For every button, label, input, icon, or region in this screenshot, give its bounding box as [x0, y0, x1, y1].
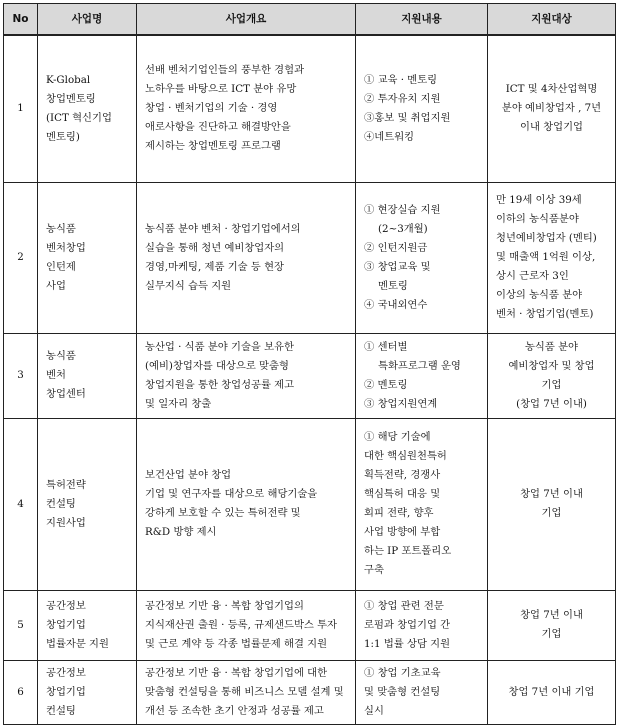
overview-line: 경영,마케팅, 제품 기술 등 현장 [145, 260, 284, 273]
support-content-line: 회피 전략, 향후 [364, 507, 434, 519]
support-content-line: (2~3개월) [378, 222, 428, 235]
business-name-line: 벤처창업 [46, 241, 86, 254]
support-content-line: 실시 [364, 704, 384, 717]
business-name-line: 벤처 [46, 369, 66, 381]
row-number: 3 [4, 333, 38, 418]
business-name-line: 농식품 [46, 350, 76, 362]
business-name-line: K-Global [46, 73, 91, 86]
header-support-target: 지원대상 [488, 4, 616, 36]
business-name-line: 인턴제 [46, 260, 76, 273]
support-content-line: ③ 창업지원연계 [364, 397, 438, 410]
table-row [4, 590, 616, 660]
support-target-cell [488, 35, 616, 182]
overview-line: 및 일자리 창출 [145, 397, 212, 410]
overview-line: 공간정보 기반 융 · 복합 창업기업에 대한 [145, 666, 328, 679]
support-content-line: ③ 창업교육 및 [364, 260, 431, 273]
header-row [4, 4, 616, 36]
support-content-line: ③홍보 및 취업지원 [364, 111, 451, 124]
header-support-content: 지원내용 [356, 4, 488, 36]
overview-cell [137, 35, 356, 182]
support-content-cell [356, 182, 488, 333]
support-content-line: ① 교육 · 멘토링 [364, 73, 438, 86]
business-name-cell [38, 590, 137, 660]
overview-line: 기업 및 연구자를 대상으로 해당기술을 [145, 488, 318, 500]
support-target-cell [488, 333, 616, 418]
support-target-cell [488, 660, 616, 724]
row-number: 5 [4, 590, 38, 660]
support-target-line: 및 매출액 1억원 이상, [496, 251, 596, 263]
support-target-line: 청년예비창업자 (멘티) [496, 232, 597, 244]
business-name-line: (ICT 혁신기업 [46, 111, 112, 124]
support-content-line: 하는 IP 포트폴리오 [364, 545, 452, 557]
support-content-line: 로펌과 창업기업 간 [364, 618, 451, 631]
support-content-line: 구축 [364, 564, 384, 576]
row-number: 2 [4, 182, 38, 333]
business-name-line: 창업기업 [46, 618, 86, 631]
support-target-line: 기업 [541, 628, 562, 640]
support-target-line: 벤처 · 창업기업(멘토) [496, 308, 594, 320]
support-content-line: 1:1 법률 상담 지원 [364, 637, 451, 650]
table-row [4, 660, 616, 724]
business-name-line: 사업 [46, 279, 66, 292]
support-content-line: ④네트워킹 [364, 130, 415, 143]
support-content-line: ① 해당 기술에 [364, 431, 431, 443]
support-target-cell [488, 590, 616, 660]
header-no: No [4, 4, 38, 36]
overview-line: 농산업 · 식품 분야 기술을 보유한 [145, 340, 294, 353]
support-target-line: 이하의 농식품분야 [496, 213, 579, 225]
business-name-line: 창업멘토링 [46, 92, 96, 105]
support-content-line: ① 센터별 [364, 340, 408, 353]
support-content-line: 멘토링 [378, 279, 408, 292]
support-content-line: ① 현장실습 지원 [364, 203, 441, 216]
support-content-line: ④ 국내외연수 [364, 298, 428, 311]
support-content-cell [356, 418, 488, 590]
overview-line: (예비)창업자를 대상으로 맞춤형 [145, 359, 289, 372]
overview-line: 개선 등 조속한 초기 안정과 성공률 제고 [145, 704, 324, 717]
overview-line: 농식품 분야 벤처 · 창업기업에서의 [145, 222, 301, 235]
support-content-cell [356, 35, 488, 182]
business-name-line: 특허전략 [46, 478, 86, 491]
overview-line: 강하게 보호할 수 있는 특허전략 및 [145, 507, 301, 519]
support-content-cell [356, 590, 488, 660]
support-content-cell [356, 660, 488, 724]
support-content-line: 핵심특허 대응 및 [364, 488, 441, 500]
support-target-line: 창업 7년 이내 기업 [508, 685, 595, 698]
business-name-cell [38, 660, 137, 724]
support-content-line: 및 맞춤형 컨설팅 [364, 685, 441, 698]
header-overview: 사업개요 [137, 4, 356, 36]
support-target-line: 만 19세 이상 39세 [496, 194, 582, 206]
business-support-table [3, 3, 616, 725]
support-target-line: 이상의 농식품 분야 [496, 289, 583, 301]
overview-line: 및 근로 계약 등 각종 법률문제 해결 지원 [145, 637, 328, 650]
overview-line: 맞춤형 컨설팅을 통해 비즈니스 모델 설계 및 [145, 685, 344, 698]
support-target-line: (창업 7년 이내) [516, 397, 587, 410]
overview-line: 보건산업 분야 창업 [145, 469, 232, 481]
support-content-line: ② 투자유치 지원 [364, 92, 441, 105]
overview-cell [137, 333, 356, 418]
support-content-line: 대한 핵심원천특허 [364, 450, 447, 462]
overview-line: R&D 방향 제시 [145, 526, 217, 538]
business-name-line: 멘토링) [46, 130, 80, 143]
row-number: 4 [4, 418, 38, 590]
overview-cell [137, 182, 356, 333]
support-target-line: 기업 [541, 507, 562, 519]
business-name-cell [38, 35, 137, 182]
overview-line: 애로사항을 진단하고 해결방안을 [145, 121, 291, 134]
support-target-cell [488, 418, 616, 590]
support-target-cell [488, 182, 616, 333]
support-target-line: 기업 [541, 378, 562, 391]
overview-cell [137, 418, 356, 590]
support-target-line: 창업 7년 이내 [520, 609, 583, 621]
support-content-line: ① 창업 관련 전문 [364, 599, 444, 612]
overview-cell [137, 590, 356, 660]
support-target-line: 창업 7년 이내 [520, 488, 583, 500]
business-name-line: 농식품 [46, 222, 76, 235]
overview-cell [137, 660, 356, 724]
support-target-line: 예비창업자 및 창업 [508, 359, 595, 372]
table-row [4, 418, 616, 590]
overview-line: 선배 벤처기업인들의 풍부한 경험과 [145, 64, 305, 77]
support-content-line: 사업 방향에 부합 [364, 526, 441, 538]
support-content-line: 획득전략, 경쟁사 [364, 469, 441, 481]
business-name-line: 컨설팅 [46, 704, 76, 717]
row-number: 1 [4, 35, 38, 182]
row-number: 6 [4, 660, 38, 724]
business-name-cell [38, 182, 137, 333]
business-name-line: 지원사업 [46, 516, 86, 529]
overview-line: 공간정보 기반 융 · 복합 창업기업의 [145, 599, 304, 612]
business-name-line: 공간정보 [46, 599, 86, 612]
business-name-line: 컨설팅 [46, 497, 76, 510]
support-content-line: 특화프로그램 운영 [378, 359, 461, 372]
support-content-line: ② 멘토링 [364, 378, 408, 391]
support-target-line: 분야 예비창업자 , 7년 [501, 102, 602, 115]
header-business-name: 사업명 [38, 4, 137, 36]
support-target-line: 상시 근로자 3인 [496, 270, 569, 282]
support-target-line: ICT 및 4차산업혁명 [505, 83, 598, 96]
business-name-line: 법률자문 지원 [46, 637, 109, 650]
business-name-line: 창업기업 [46, 685, 86, 698]
table-row [4, 35, 616, 182]
business-name-line: 창업센터 [46, 388, 86, 400]
business-name-line: 공간정보 [46, 666, 86, 679]
support-content-line: ① 창업 기초교육 [364, 666, 441, 679]
support-target-line: 이내 창업기업 [520, 121, 583, 134]
overview-line: 실습을 통해 청년 예비창업자의 [145, 241, 285, 254]
support-content-cell [356, 333, 488, 418]
business-name-cell [38, 333, 137, 418]
table-row [4, 182, 616, 333]
support-content-line: ② 인턴지원금 [364, 241, 428, 254]
overview-line: 실무지식 습득 지원 [145, 279, 232, 292]
overview-line: 제시하는 창업멘토링 프로그램 [145, 140, 281, 153]
overview-line: 노하우를 바탕으로 ICT 분야 유망 [145, 83, 297, 96]
overview-line: 창업지원을 통한 창업성공률 제고 [145, 378, 295, 391]
table-row [4, 333, 616, 418]
support-target-line: 농식품 분야 [524, 340, 578, 353]
overview-line: 창업 · 벤처기업의 기술 · 경영 [145, 102, 278, 115]
table-body [4, 35, 616, 724]
overview-line: 지식재산권 출원 · 등록, 규제샌드박스 투자 [145, 618, 338, 631]
business-name-cell [38, 418, 137, 590]
